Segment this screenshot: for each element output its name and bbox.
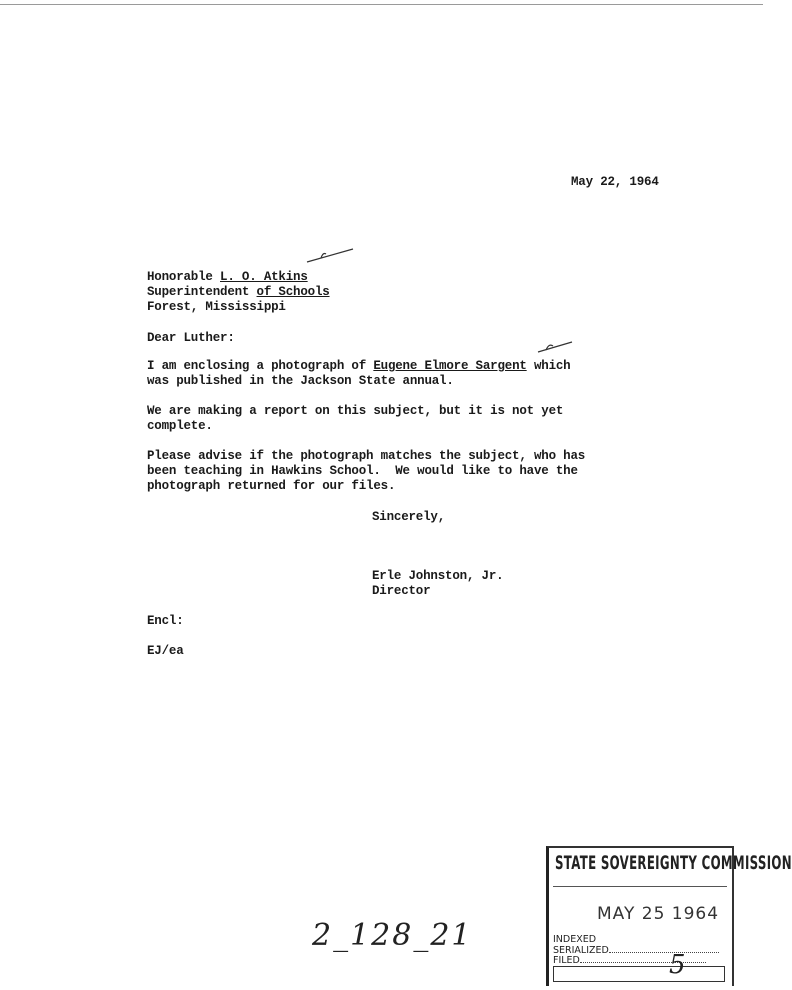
- recipient-title-prefix: Superintendent: [147, 285, 257, 299]
- paragraph-2-line-2: complete.: [147, 419, 213, 433]
- stamp-date: MAY 25 1964: [597, 904, 720, 924]
- recipient-prefix: Honorable: [147, 270, 221, 284]
- stamp-dotted-line: [609, 944, 719, 953]
- signer-name: Erle Johnston, Jr.: [372, 569, 504, 583]
- paragraph-3-line-2: been teaching in Hawkins School. We would like to have the: [147, 464, 578, 478]
- stamp-filed-row: [553, 954, 725, 966]
- stamp-serialized-label: SERIALIZED: [553, 945, 609, 956]
- pen-check-mark: [305, 246, 357, 266]
- stamp-dotted-line: [580, 954, 706, 963]
- paragraph-2-line-1: We are making a report on this subject, but it is not yet: [147, 404, 564, 418]
- subject-name: Eugene Elmore Sargent: [373, 359, 527, 373]
- paragraph-1-line-1: [147, 359, 570, 375]
- stamp-entry-box: [553, 966, 725, 982]
- stamp-title: STATE SOVEREIGNTY COMMISSION: [555, 852, 792, 874]
- recipient-title: of Schools: [256, 285, 330, 299]
- para1-text-a: I am enclosing a photograph of: [147, 359, 374, 373]
- recipient-name: L. O. Atkins: [220, 270, 308, 284]
- letter-date: May 22, 1964: [571, 175, 659, 189]
- scan-edge-line: [0, 4, 763, 5]
- enclosure-note: Encl:: [147, 614, 184, 628]
- stamp-handwritten-mark: 5: [669, 950, 686, 980]
- closing: Sincerely,: [372, 510, 446, 524]
- paragraph-3-line-3: photograph returned for our files.: [147, 479, 396, 493]
- stamp-filed-label: FILED: [553, 955, 580, 966]
- received-stamp: [546, 846, 792, 986]
- signer-title: Director: [372, 584, 431, 598]
- recipient-name-line: [147, 270, 308, 286]
- typist-initials: EJ/ea: [147, 644, 184, 658]
- paragraph-3-line-1: Please advise if the photograph matches the subject, who has: [147, 449, 586, 463]
- salutation: Dear Luther:: [147, 331, 235, 345]
- recipient-title-line: [147, 285, 330, 301]
- stamp-divider: [553, 886, 727, 887]
- handwritten-file-number: 2_128_21: [312, 918, 473, 953]
- paragraph-1-line-2: was published in the Jackson State annual.: [147, 374, 454, 388]
- pen-check-mark-2: [536, 340, 576, 356]
- para1-text-b: which: [526, 359, 571, 373]
- stamp-indexed-label: INDEXED: [553, 934, 597, 945]
- recipient-location: Forest, Mississippi: [147, 300, 286, 314]
